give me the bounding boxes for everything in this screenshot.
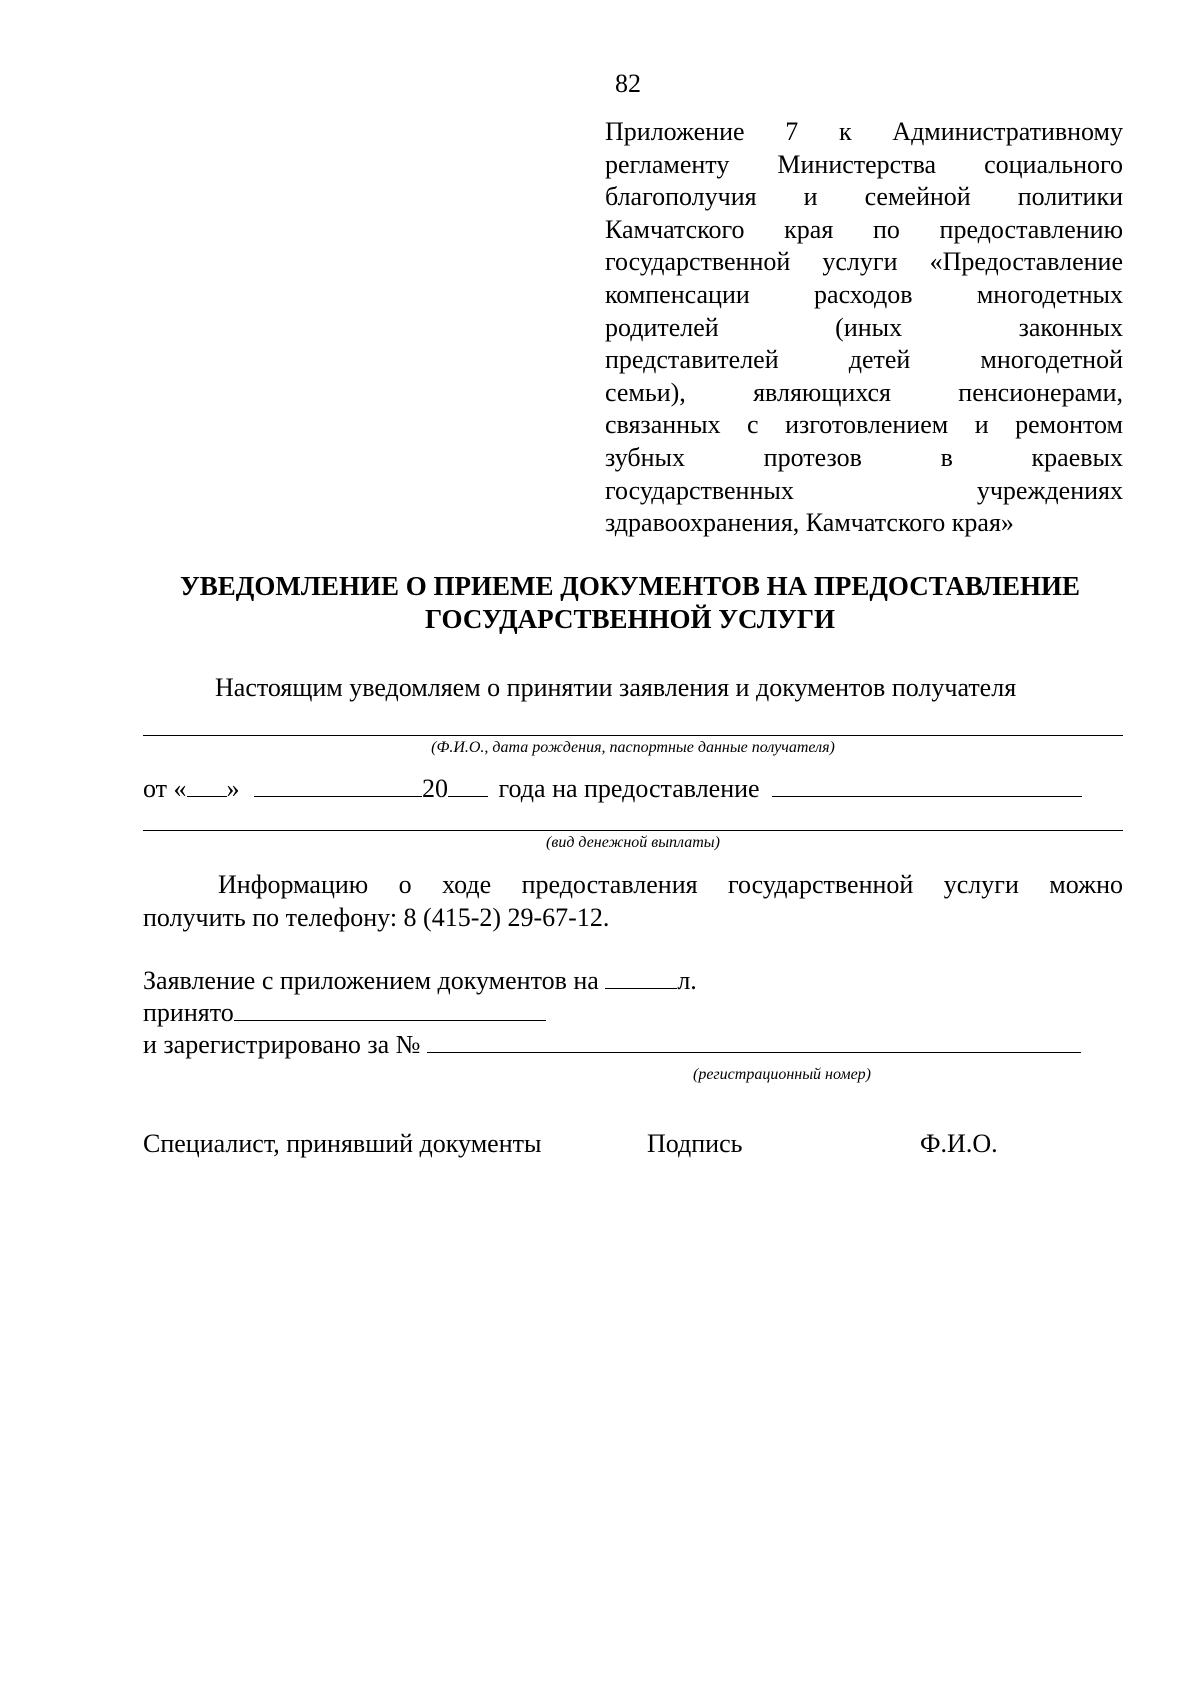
accepted-line bbox=[143, 994, 546, 1029]
day-blank[interactable] bbox=[187, 770, 227, 797]
provision-label: года на предоставление bbox=[498, 774, 760, 803]
caption-payment: (вид денежной выплаты) bbox=[546, 834, 720, 851]
caption-recipient: (Ф.И.О., дата рождения, паспортные данные получателя) bbox=[431, 739, 835, 756]
year-prefix: 20 bbox=[422, 774, 449, 803]
info-paragraph bbox=[143, 868, 1123, 934]
appendix-line: компенсации расходов многодетных bbox=[605, 279, 1123, 309]
appendix-line: государственных учреждениях bbox=[605, 475, 1123, 505]
recipient-line[interactable] bbox=[143, 735, 1123, 736]
notice-text: Настоящим уведомляем о принятии заявления и документов получателя bbox=[215, 673, 1017, 702]
title-line-2: ГОСУДАРСТВЕННОЙ УСЛУГИ bbox=[425, 604, 835, 634]
year-blank[interactable] bbox=[448, 770, 488, 797]
registered-label: и зарегистрировано за № bbox=[143, 1030, 421, 1059]
appendix-line: Камчатского края по предоставлению bbox=[605, 214, 1123, 244]
appendix-reference bbox=[605, 116, 1123, 540]
signature-label: Подпись bbox=[647, 1129, 743, 1158]
page-number: 82 bbox=[615, 69, 641, 98]
specialist-label: Специалист, принявший документы bbox=[143, 1129, 542, 1158]
provision-blank[interactable] bbox=[772, 770, 1082, 797]
accepted-label: принято bbox=[143, 998, 234, 1027]
info-line-2: получить по телефону: 8 (415-2) 29-67-12. bbox=[143, 903, 610, 932]
attached-prefix: Заявление с приложением документов на bbox=[143, 966, 599, 995]
from-suffix: » bbox=[226, 774, 240, 803]
from-prefix: от « bbox=[143, 774, 187, 803]
appendix-line: родителей (иных законных bbox=[605, 312, 1123, 342]
appendix-line: регламенту Министерства социального bbox=[605, 149, 1123, 179]
payment-type-line[interactable] bbox=[143, 830, 1123, 831]
document-title bbox=[130, 570, 1130, 636]
attached-line bbox=[143, 962, 697, 997]
registered-line bbox=[143, 1026, 1081, 1061]
appendix-line: представителей детей многодетной bbox=[605, 345, 1123, 375]
date-line bbox=[143, 770, 1082, 805]
appendix-line: благополучия и семейной политики bbox=[605, 182, 1123, 212]
appendix-line: семьи), являющихся пенсионерами, bbox=[605, 377, 1123, 407]
appendix-line: здравоохранения, Камчатского края» bbox=[605, 508, 1014, 538]
title-line-1: УВЕДОМЛЕНИЕ О ПРИЕМЕ ДОКУМЕНТОВ НА ПРЕДОСТАВЛЕНИЕ bbox=[179, 571, 1081, 601]
fio-label: Ф.И.О. bbox=[920, 1129, 998, 1158]
sheets-blank[interactable] bbox=[605, 962, 677, 989]
appendix-line: государственной услуги «Предоставление bbox=[605, 247, 1123, 277]
caption-registration: (регистрационный номер) bbox=[692, 1066, 871, 1083]
month-blank[interactable] bbox=[254, 770, 422, 797]
appendix-line: связанных с изготовлением и ремонтом bbox=[605, 410, 1123, 440]
attached-suffix: л. bbox=[677, 966, 697, 995]
appendix-line: зубных протезов в краевых bbox=[605, 442, 1123, 472]
info-line-1: Информацию о ходе предоставления государственной услуги можно bbox=[218, 870, 1123, 899]
accepted-blank[interactable] bbox=[234, 994, 546, 1021]
registration-number-blank[interactable] bbox=[427, 1026, 1081, 1053]
appendix-line: Приложение 7 к Административному bbox=[605, 117, 1123, 146]
